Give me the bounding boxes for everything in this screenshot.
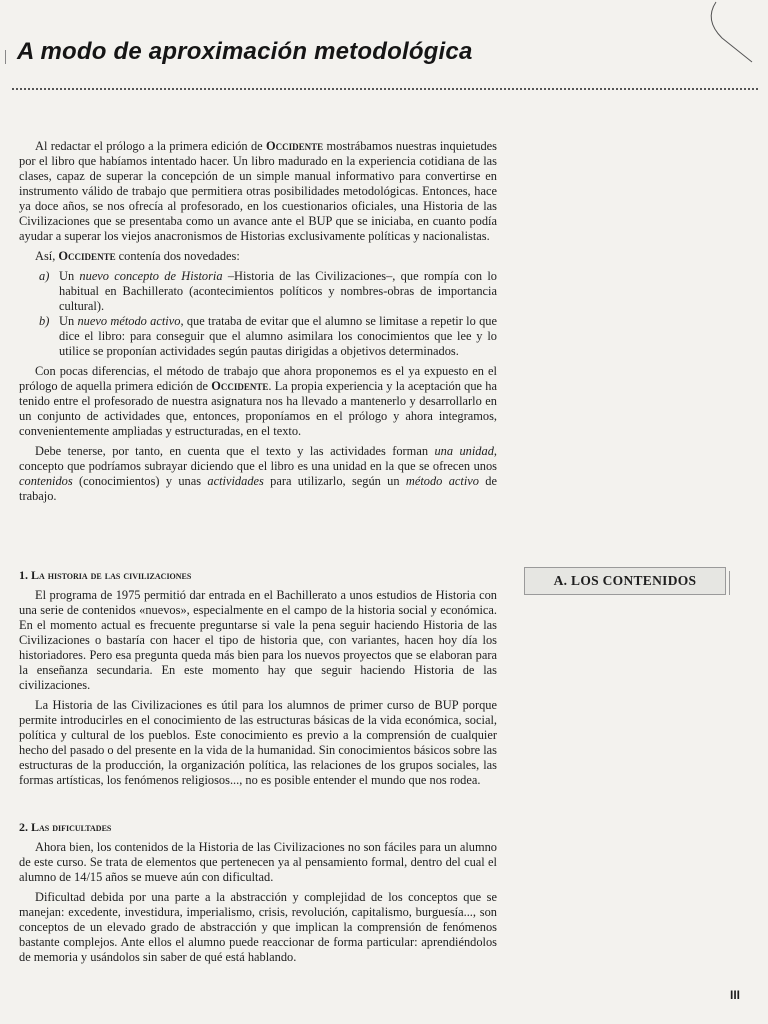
text-run: Un [59, 269, 80, 283]
text-run: contenía dos novedades: [115, 249, 240, 263]
section-historia [19, 568, 497, 793]
emphasis: nuevo método activo [77, 314, 181, 328]
novelties-list [19, 269, 497, 359]
title-divider [12, 88, 758, 90]
section-dificultades [19, 820, 497, 970]
book-title: Occidente [211, 379, 269, 393]
text-run: Con pocas diferencias, el método de trabajo que ahora proponemos es el ya expuesto en el prólogo de aquella primera edición de [19, 364, 497, 393]
intro-paragraph-1 [19, 139, 497, 244]
book-title: Occidente [266, 139, 324, 153]
section-heading: 1. La historia de las civilizaciones [19, 568, 192, 582]
text-run: , concepto que podríamos subrayar diciendo que el libro es una unidad en la que se ofrecen unos [19, 444, 498, 473]
text-run: Así, [35, 249, 59, 263]
section-paragraph: La Historia de las Civilizaciones es útil para los alumnos de primer curso de BUP porque permite introducirles en el conocimiento de las estructuras básicas de la vida económica, social, política y cultural de los pueblos. Este conocimiento es previo a la comprensión de cualquier hecho del pasado o del presente en la vida de la humanidad. Sin conocimientos básicos sobre las estructuras de la producción, la organización política, las relaciones de los grupos sociales, las formas artísticas, los fenómenos religiosos..., no es posible entender el mundo que nos rodea. [19, 698, 497, 787]
text-run: (conocimientos) y unas [72, 474, 208, 488]
contents-label-box [524, 567, 726, 595]
book-title: Occidente [58, 249, 116, 263]
emphasis: nuevo concepto de Historia [79, 269, 223, 283]
intro-paragraph-3 [19, 364, 497, 439]
contents-label: A. LOS CONTENIDOS [553, 573, 697, 588]
text-run: Al redactar el prólogo a la primera edición de [35, 139, 266, 153]
emphasis: contenidos [19, 474, 73, 488]
text-run: de trabajo. [19, 474, 497, 503]
text-run: –Historia de las Civilizaciones–, que rompía con lo habitual en Bachillerato (acontecimientos políticos y nombres-obras de importancia cultural). [59, 269, 498, 313]
section-heading: 2. Las dificultades [19, 820, 112, 834]
emphasis: actividades [207, 474, 264, 488]
intro-block [19, 139, 497, 509]
intro-paragraph-4 [19, 444, 497, 504]
list-marker: b) [39, 314, 50, 328]
list-marker: a) [39, 269, 50, 283]
page-title: A modo de aproximación metodológica [17, 38, 473, 65]
text-run: , que trataba de evitar que el alumno se limitase a repetir lo que dice el libro: para conseguir que el alumno asimilara los conocimientos que lee y lo utilice se proponían actividades según pautas dirigidas a objetivos determinados. [59, 314, 497, 358]
text-run: para utilizarlo, según un [263, 474, 406, 488]
margin-mark [5, 50, 6, 64]
intro-paragraph-2 [19, 249, 497, 264]
text-run: Un [59, 314, 78, 328]
emphasis: método activo [405, 474, 479, 488]
text-run: mostrábamos nuestras inquietudes por el libro que habíamos intentado hacer. Un libro madurado en la experiencia cotidiana de las clases, capaz de superar la concepción de un simple manual informativo para convertirse en instrumento válido de trabajo que permitiera otras posibilidades metodológicas. Entonces, hace ya doce años, se nos ofrecía al profesorado, en los cuestionarios oficiales, una Historia de las Civilizaciones que se presentaba como un avance ante el BUP que se iniciaba, en cuanto podía ayudar a superar los viejos anacronismos de Historias exclusivamente políticas y nacionalistas. [19, 139, 497, 243]
page-number: III [730, 988, 741, 1002]
text-run: Debe tenerse, por tanto, en cuenta que el texto y las actividades forman [35, 444, 435, 458]
section-paragraph: Dificultad debida por una parte a la abstracción y complejidad de los conceptos que se manejan: excedente, investidura, imperialismo, crisis, revolución, capitalismo, burguesía..., son conceptos de un elevado grado de abstracción y que implican la comprensión de fenómenos bastante complejos. Ante ellos el alumno puede reaccionar de forma particular: aprendiéndolos de memoria y usándolos sin saber de qué está hablando. [19, 890, 497, 964]
section-paragraph: Ahora bien, los contenidos de la Historia de las Civilizaciones no son fáciles para un alumno de este curso. Se trata de elementos que pertenecen ya al pensamiento formal, dentro del cual el alumno de 14/15 años se mueve aún con dificultad. [19, 840, 497, 884]
emphasis: una unidad [434, 444, 494, 458]
section-paragraph: El programa de 1975 permitió dar entrada en el Bachillerato a unos estudios de Historia con una serie de contenidos «nuevos», especialmente en el campo de la historia social y económica. En el momento actual es frecuente preguntarse si vale la pena seguir haciendo Historia de las Civilizaciones o bastaría con hacer el tipo de historia que, con variantes, hacen hoy día los historiadores. Pero esa pregunta queda más bien para los nuevos proyectos que se elaboran para la enseñanza secundaria. En este momento hay que seguir haciendo Historia de las civilizaciones. [19, 588, 497, 692]
text-run: . La propia experiencia y la aceptación que ha tenido entre el profesorado de nuestra asignatura nos ha llevado a mantenerlo y desarrollarlo en un conjunto de actividades que, entonces, proponíamos en el prólogo y ahora integramos, convenientemente ampliadas y estructuradas, en el texto. [19, 379, 497, 438]
list-item [19, 269, 497, 314]
list-item [19, 314, 497, 359]
